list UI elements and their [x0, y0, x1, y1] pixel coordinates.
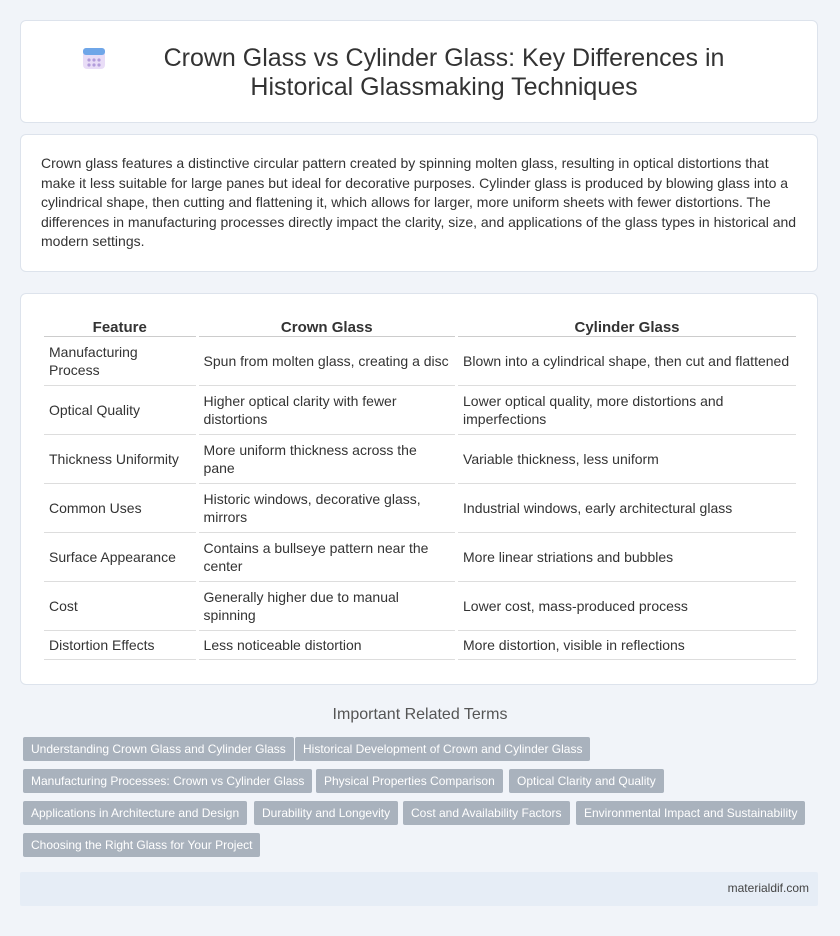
intro-paragraph: Crown glass features a distinctive circular pattern created by spinning molten glass, resulting in optical distortions that make it less suitable for large panes but ideal for decorative purposes. Cylinder glass is produced by blowing glass into a cylindrical shape, then cutting and flattening it, which allows for larger, more uniform sheets with fewer distortions. The differences in manufacturing processes directly impact the clarity, size, and applications of the glass types in historical and modern settings.	[41, 155, 797, 249]
cell-crown: More uniform thickness across the pane	[199, 435, 455, 484]
table-row	[44, 582, 796, 631]
cell-crown: Less noticeable distortion	[199, 631, 455, 660]
table-row	[44, 533, 796, 582]
table-row	[44, 386, 796, 435]
cell-feature: Distortion Effects	[44, 631, 196, 660]
cell-cylinder: Industrial windows, early architectural glass	[458, 484, 796, 533]
cell-cylinder: Lower cost, mass-produced process	[458, 582, 796, 631]
page-title: Crown Glass vs Cylinder Glass: Key Differences in Historical Glassmaking Techniques	[163, 44, 725, 101]
related-term-link[interactable]: Cost and Availability Factors	[403, 801, 570, 825]
related-term-link[interactable]: Applications in Architecture and Design	[23, 801, 247, 825]
related-term-link[interactable]: Understanding Crown Glass and Cylinder Glass	[23, 737, 294, 761]
cell-feature: Surface Appearance	[44, 533, 196, 582]
comparison-table-card	[20, 293, 818, 685]
intro-card	[20, 134, 818, 272]
header-crown-glass: Crown Glass	[199, 316, 455, 337]
table-row	[44, 631, 796, 660]
related-term-link[interactable]: Manufacturing Processes: Crown vs Cylinder Glass	[23, 769, 312, 793]
cell-feature: Thickness Uniformity	[44, 435, 196, 484]
cell-crown: Contains a bullseye pattern near the center	[199, 533, 455, 582]
cell-feature: Optical Quality	[44, 386, 196, 435]
table-row	[44, 337, 796, 386]
cell-cylinder: More linear striations and bubbles	[458, 533, 796, 582]
header-cylinder-glass: Cylinder Glass	[458, 316, 796, 337]
related-terms-heading: Important Related Terms	[332, 706, 508, 723]
related-term-link[interactable]: Environmental Impact and Sustainability	[576, 801, 805, 825]
cell-crown: Higher optical clarity with fewer distortions	[199, 386, 455, 435]
calendar-icon	[81, 45, 107, 71]
footer	[20, 872, 818, 906]
cell-feature: Common Uses	[44, 484, 196, 533]
table-row	[44, 435, 796, 484]
related-term-link[interactable]: Historical Development of Crown and Cylinder Glass	[295, 737, 590, 761]
cell-cylinder: Blown into a cylindrical shape, then cut and flattened	[458, 337, 796, 386]
related-term-link[interactable]: Durability and Longevity	[254, 801, 398, 825]
cell-cylinder: More distortion, visible in reflections	[458, 631, 796, 660]
table-header-row	[44, 316, 796, 337]
related-term-link[interactable]: Choosing the Right Glass for Your Project	[23, 833, 260, 857]
cell-feature: Cost	[44, 582, 196, 631]
cell-cylinder: Lower optical quality, more distortions and imperfections	[458, 386, 796, 435]
cell-feature: Manufacturing Process	[44, 337, 196, 386]
header-feature: Feature	[44, 316, 196, 337]
header-card	[20, 20, 818, 123]
cell-crown: Historic windows, decorative glass, mirrors	[199, 484, 455, 533]
cell-crown: Generally higher due to manual spinning	[199, 582, 455, 631]
table-row	[44, 484, 796, 533]
related-term-link[interactable]: Physical Properties Comparison	[316, 769, 503, 793]
footer-site-link[interactable]: materialdif.com	[727, 881, 809, 895]
cell-cylinder: Variable thickness, less uniform	[458, 435, 796, 484]
related-term-link[interactable]: Optical Clarity and Quality	[509, 769, 664, 793]
comparison-table	[41, 316, 799, 660]
cell-crown: Spun from molten glass, creating a disc	[199, 337, 455, 386]
